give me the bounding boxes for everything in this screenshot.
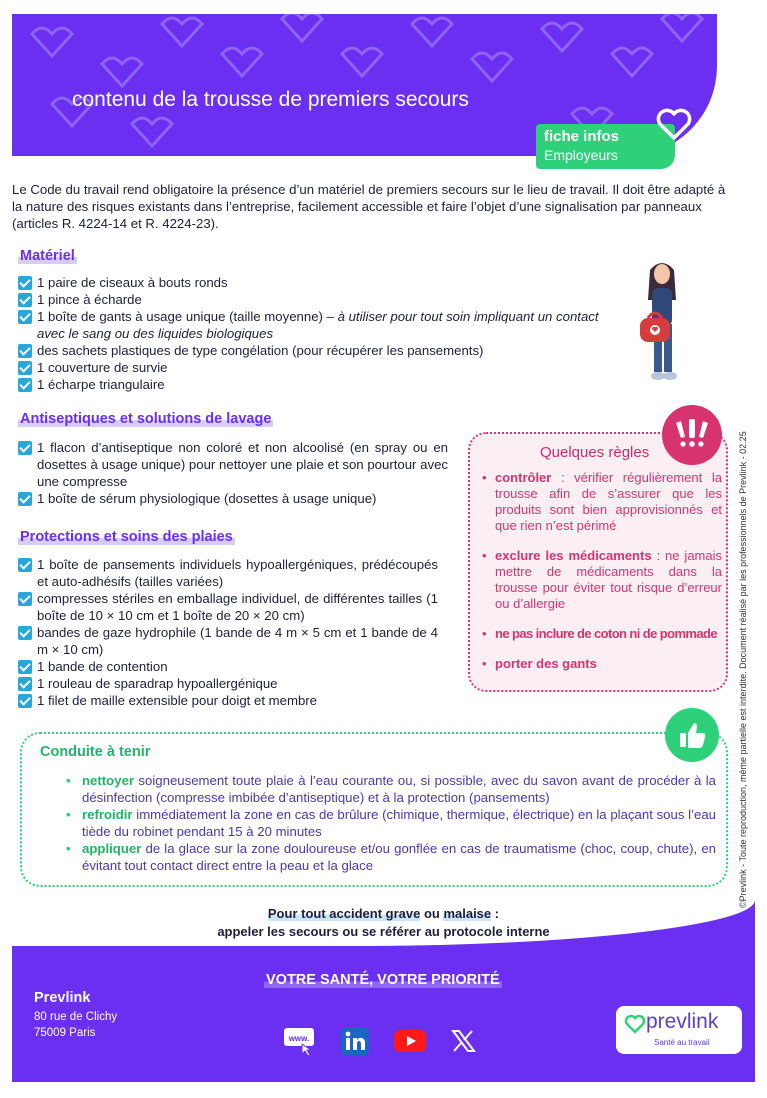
exclamation-marks-icon — [672, 417, 712, 453]
list-item: compresses stériles en emballage individuel, de différentes tailles (1 boîte de 10 × 10 cm et 1 boîte de 20 × 20 cm) — [18, 590, 438, 624]
list-item: 1 écharpe triangulaire — [18, 376, 603, 393]
checkbox-icon — [18, 378, 32, 392]
address-line-2: 75009 Paris — [34, 1027, 96, 1039]
copyright-text: ©Prevlink - Toute reproduction, même partielle est interdite. Document réalisé par les professionnels de Prevlink - 02.25 — [738, 431, 748, 908]
list-item: 1 bande de contention — [18, 658, 438, 675]
checkbox-icon — [18, 626, 32, 640]
checkbox-icon — [18, 361, 32, 375]
prevlink-logo — [616, 1006, 742, 1054]
rules-list — [482, 470, 722, 686]
section-title-protections: Protections et soins des plaies — [20, 529, 233, 545]
antiseptiques-list — [18, 439, 448, 507]
list-item: 1 couverture de survie — [18, 359, 603, 376]
checkbox-icon — [18, 660, 32, 674]
badge-line-2: Employeurs — [544, 147, 618, 163]
x-twitter-icon[interactable] — [446, 1024, 480, 1058]
conduite-title: Conduite à tenir — [40, 744, 151, 760]
youtube-icon[interactable] — [393, 1024, 427, 1058]
logo-name: prevlink — [646, 1010, 719, 1033]
www-label: www. — [288, 1034, 310, 1043]
footer — [12, 900, 755, 1082]
checkbox-icon — [18, 344, 32, 358]
page-title: contenu de la trousse de premiers secours — [72, 88, 469, 111]
badge-line-1: fiche infos — [544, 128, 620, 145]
logo-tagline: Santé au travail — [654, 1038, 710, 1047]
intro-paragraph: Le Code du travail rend obligatoire la présence d’un matériel de premiers secours sur le lieu de travail. Il doit être adapté à la nature des risques existants dans l’entreprise, facilement accessible et faire l’objet d’une signalisation par panneaux (articles R. 4224-14 et R. 4224-23). — [12, 182, 726, 231]
checkbox-icon — [18, 492, 32, 506]
prevlink-logo-icon — [624, 1014, 646, 1034]
company-address — [34, 990, 117, 1041]
conduite-item: • refroidir immédiatement la zone en cas de brûlure (chimique, thermique, électrique) en la plaçant sous l’eau tiède du robinet pendant 15 à 20 minutes — [66, 806, 716, 840]
exclamation-alert-icon — [662, 405, 722, 465]
woman-with-first-aid-kit-illustration — [628, 260, 698, 388]
list-item: 1 filet de maille extensible pour doigt et membre — [18, 692, 438, 709]
company-name: Prevlink — [34, 990, 91, 1006]
conduite-box — [20, 732, 728, 887]
list-item: 1 boîte de pansements individuels hypoallergéniques, prédécoupés et auto-adhésifs (tailles variées) — [18, 556, 438, 590]
protections-list — [18, 556, 438, 709]
rules-box — [468, 432, 728, 692]
list-item: 1 rouleau de sparadrap hypoallergénique — [18, 675, 438, 692]
checkbox-icon — [18, 441, 32, 455]
conduite-item: • appliquer de la glace sur la zone douloureuse et/ou gonflée en cas de traumatisme (choc, coup, chute), en évitant tout contact direct entre la peau et la glace — [66, 840, 716, 874]
copyright-vertical — [738, 431, 750, 1098]
list-item: 1 paire de ciseaux à bouts ronds — [18, 274, 603, 291]
checkbox-icon — [18, 592, 32, 606]
checkbox-icon — [18, 310, 32, 324]
rule-item: • porter des gants — [482, 656, 722, 672]
list-item: 1 flacon d’antiseptique non coloré et non alcoolisé (en spray ou en dosettes à usage unique) pour nettoyer une plaie et son pourtour avec une compresse — [18, 439, 448, 490]
section-title-antiseptiques: Antiseptiques et solutions de lavage — [20, 411, 272, 427]
website-link-icon[interactable] — [282, 1024, 316, 1058]
rule-item: • contrôler : vérifier régulièrement la trousse afin de s’assurer que les produits sont bien approvisionnés et que rien n’est périmé — [482, 470, 722, 534]
list-item: 1 boîte de gants à usage unique (taille moyenne) – à utiliser pour tout soin impliquant un contact avec le sang ou des liquides biologiques — [18, 308, 603, 342]
conduite-item: • nettoyer soigneusement toute plaie à l’eau courante ou, si possible, avec du savon avant de procéder à la désinfection (compresse imbibée d’antiseptique) et à la protection (pansements) — [66, 772, 716, 806]
accident-line-2: appeler les secours ou se référer au protocole interne — [217, 924, 550, 939]
rules-title: Quelques règles — [540, 444, 650, 461]
checkbox-icon — [18, 677, 32, 691]
accident-notice — [12, 900, 755, 946]
accident-line-1: Pour tout accident grave ou malaise : — [267, 906, 500, 921]
checkbox-icon — [18, 694, 32, 708]
list-item: bandes de gaze hydrophile (1 bande de 4 m × 5 cm et 1 bande de 4 m × 10 cm) — [18, 624, 438, 658]
list-item: 1 pince à écharde — [18, 291, 603, 308]
thumbs-up-icon — [665, 708, 719, 762]
rule-item: • exclure les médicaments : ne jamais mettre de médicaments dans la trousse pour éviter tout risque d’erreur ou d’allergie — [482, 548, 722, 612]
linkedin-icon[interactable] — [338, 1024, 372, 1058]
rule-item: • ne pas inclure de coton ni de pommade — [482, 626, 722, 642]
section-title-materiel: Matériel — [20, 248, 75, 264]
checkbox-icon — [18, 276, 32, 290]
conduite-list — [66, 772, 716, 874]
heart-icon — [655, 108, 693, 142]
list-item: des sachets plastiques de type congélation (pour récupérer les pansements) — [18, 342, 603, 359]
checkbox-icon — [18, 558, 32, 572]
address-line-1: 80 rue de Clichy — [34, 1011, 118, 1023]
checkbox-icon — [18, 293, 32, 307]
slogan: VOTRE SANTÉ, VOTRE PRIORITÉ — [266, 972, 500, 988]
list-item: 1 boîte de sérum physiologique (dosettes à usage unique) — [18, 490, 448, 507]
materiel-list — [18, 274, 603, 393]
